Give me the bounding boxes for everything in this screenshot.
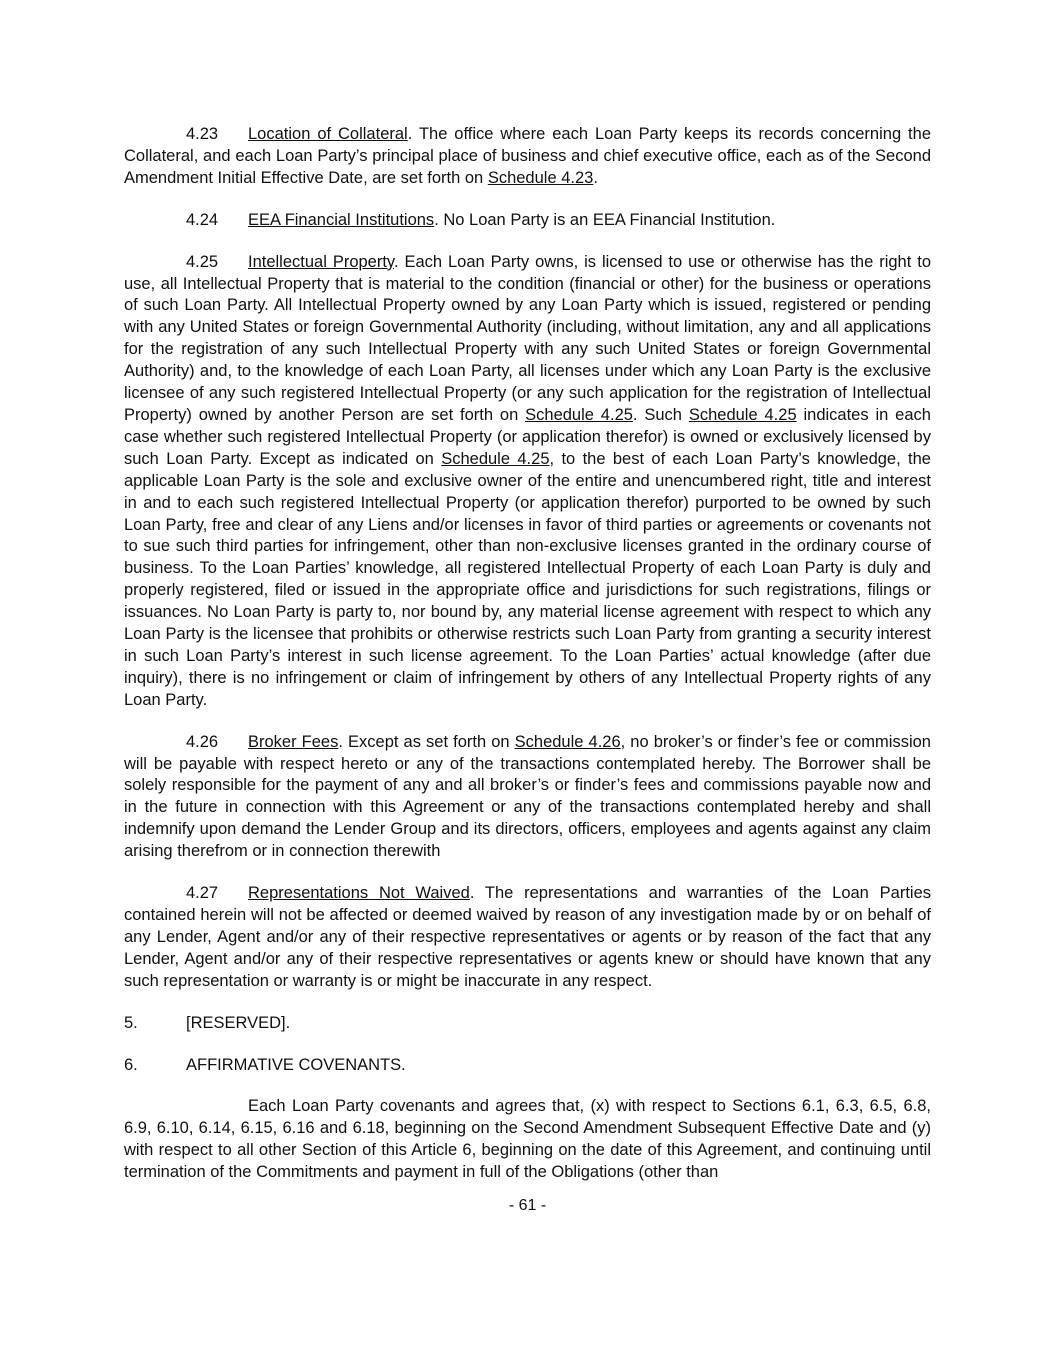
article-text: Each Loan Party covenants and agrees that, (x) with respect to Sections 6.1, 6.3, 6.5, 6.8, 6.9, 6.10, 6.14, 6.15, 6.16 and 6.18, beginning on the Second Amendment Subsequent Effective Date and (y) with respect to all other Section of this Article 6, beginning on the date of this Agreement, and continuing until termination of the Commitments and payment in full of the Obligations (other than bbox=[124, 1097, 931, 1182]
section-number: 4.26 bbox=[186, 732, 219, 751]
section-text: , no broker’s or finder’s fee or commission will be payable with respect hereto or any of the transactions contemplated hereby. The Borrower shall be solely responsible for the payment of any and all broker’s or finder’s fees and commissions payable now and in the future in connection with this Agreement or any of the transactions contemplated hereby and shall indemnify upon demand the Lender Group and its directors, officers, employees and agents against any claim arising therefrom or in connection therewith bbox=[124, 732, 931, 861]
section-text: , to the best of each Loan Party’s knowledge, the applicable Loan Party is the sole and exclusive owner of the entire and unencumbered right, title and interest in and to each such registered Intellectual Property (or application therefor) purported to be owned by such Loan Party, free and clear of any Liens and/or licenses in favor of third parties or agreements or covenants not to sue such third parties for infringement, other than non-exclusive licenses granted in the ordinary course of business. To the Loan Parties’ knowledge, all registered Intellectual Property of each Loan Party is duly and properly registered, filed or issued in the appropriate office and jurisdictions for such registrations, filings or issuances. No Loan Party is party to, nor bound by, any material license agreement with respect to which any Loan Party is the licensee that prohibits or otherwise restricts such Loan Party from granting a security interest in such Loan Party’s interest in such license agreement. To the Loan Parties’ actual knowledge (after due inquiry), there is no infringement or claim of infringement by others of any Intellectual Property rights of any Loan Party. bbox=[124, 449, 931, 709]
schedule-reference: Schedule 4.23 bbox=[487, 168, 594, 187]
article-number: 5. bbox=[124, 1013, 138, 1032]
section-number: 4.24 bbox=[186, 210, 219, 229]
section-number: 4.27 bbox=[186, 884, 219, 903]
schedule-reference: Schedule 4.25 bbox=[441, 449, 550, 468]
article-number: 6. bbox=[124, 1055, 138, 1074]
section-title: Location of Collateral bbox=[248, 125, 408, 143]
section-title: Representations Not Waived bbox=[248, 884, 470, 903]
section-4-23 bbox=[124, 124, 931, 190]
section-text: . Except as set forth on bbox=[338, 732, 515, 751]
section-4-24 bbox=[124, 210, 931, 232]
section-4-26 bbox=[124, 732, 931, 863]
page-number: - 61 - bbox=[508, 1197, 547, 1214]
schedule-reference: Schedule 4.26 bbox=[514, 732, 621, 751]
section-4-25 bbox=[124, 252, 931, 712]
article-title: [RESERVED]. bbox=[186, 1013, 291, 1032]
section-text: . Each Loan Party owns, is licensed to use or otherwise has the right to use, all Intellectual Property that is material to the condition (financial or other) for the business or operations of such Loan Party. All Intellectual Property owned by any Loan Party which is issued, registered or pending with any United States or foreign Governmental Authority (including, without limitation, any and all applications for the registration of any such Intellectual Property with any such United States or foreign Governmental Authority) and, to the knowledge of each Loan Party, all licenses under which any Loan Party is the exclusive licensee of any such registered Intellectual Property (or any such application for the registration of Intellectual Property) owned by another Person are set forth on bbox=[124, 252, 931, 424]
section-title: Broker Fees bbox=[248, 732, 339, 751]
article-6-intro bbox=[124, 1096, 931, 1184]
article-5-heading bbox=[124, 1013, 931, 1035]
section-text: . No Loan Party is an EEA Financial Institution. bbox=[434, 210, 776, 229]
article-6-heading bbox=[124, 1055, 931, 1077]
section-text: . Such bbox=[632, 405, 689, 424]
section-number: 4.23 bbox=[186, 125, 219, 143]
section-text: indicates in each case whether such registered Intellectual Property (or application therefor) is owned or exclusively licensed by such Loan Party. Except as indicated on bbox=[124, 405, 931, 468]
section-number: 4.25 bbox=[186, 252, 219, 271]
section-title: EEA Financial Institutions bbox=[248, 210, 435, 229]
section-title: Intellectual Property bbox=[248, 252, 394, 271]
document-page bbox=[124, 124, 931, 1204]
section-text: . The representations and warranties of the Loan Parties contained herein will not be affected or deemed waived by reason of any investigation made by or on behalf of any Lender, Agent and/or any of their respective representatives or agents or by reason of the fact that any Lender, Agent and/or any of their respective representatives or agents knew or should have known that any such representation or warranty is or might be inaccurate in any respect. bbox=[124, 884, 931, 990]
article-title: AFFIRMATIVE COVENANTS. bbox=[186, 1055, 406, 1074]
schedule-reference: Schedule 4.25 bbox=[525, 405, 633, 424]
schedule-reference: Schedule 4.25 bbox=[688, 405, 797, 424]
section-text: . The office where each Loan Party keeps its records concerning the Collateral, and each Loan Party’s principal place of business and chief executive office, each as of the Second Amendment Initial Effective Date, are set forth on bbox=[124, 125, 931, 187]
section-text: . bbox=[593, 168, 598, 187]
section-4-27 bbox=[124, 883, 931, 993]
